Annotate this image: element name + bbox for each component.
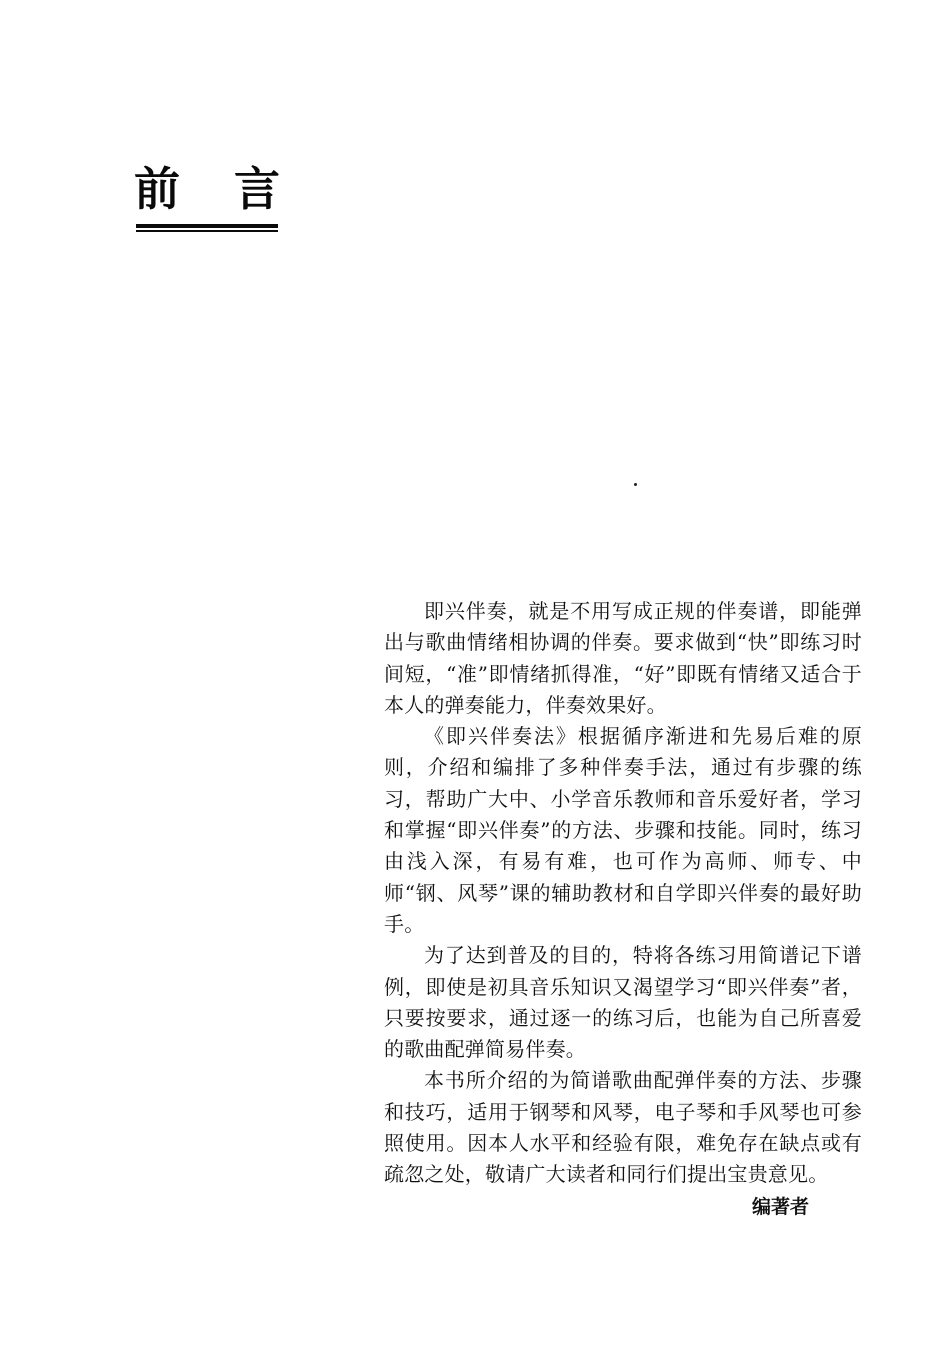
- page-title-char-1: 前: [134, 162, 180, 216]
- title-underline-thin: [136, 230, 278, 232]
- author-signature: 编著者: [752, 1196, 810, 1218]
- print-speck: [634, 483, 637, 486]
- paragraph-3: 为了达到普及的目的，特将各练习用简谱记下谱例，即使是初具音乐知识又渴望学习“即兴伴奏”者，只要按要求，通过逐一的练习后，也能为自己所喜爱的歌曲配弹简易伴奏。: [384, 943, 862, 1062]
- paragraph-1: 即兴伴奏，就是不用写成正规的伴奏谱，即能弹出与歌曲情绪相协调的伴奏。要求做到“快”即练习时间短，“准”即情绪抓得准，“好”即既有情绪又适合于本人的弹奏能力，伴奏效果好。: [384, 599, 862, 717]
- page-title: [134, 160, 280, 218]
- page-title-char-2: 言: [234, 162, 280, 216]
- title-underline-thick: [136, 224, 278, 228]
- paragraph-2: 《即兴伴奏法》根据循序渐进和先易后难的原则，介绍和编排了多种伴奏手法，通过有步骤的练习，帮助广大中、小学音乐教师和音乐爱好者，学习和掌握“即兴伴奏”的方法、步骤和技能。同时，练习由浅入深，有易有难，也可作为高师、师专、中师“钢、风琴”课的辅助教材和自学即兴伴奏的最好助手。: [384, 724, 862, 936]
- paragraph-4: 本书所介绍的为简谱歌曲配弹伴奏的方法、步骤和技巧，适用于钢琴和风琴，电子琴和手风琴也可参照使用。因本人水平和经验有限，难免存在缺点或有疏忽之处，敬请广大读者和同行们提出宝贵意见。: [384, 1068, 862, 1187]
- preface-body: [384, 596, 862, 1191]
